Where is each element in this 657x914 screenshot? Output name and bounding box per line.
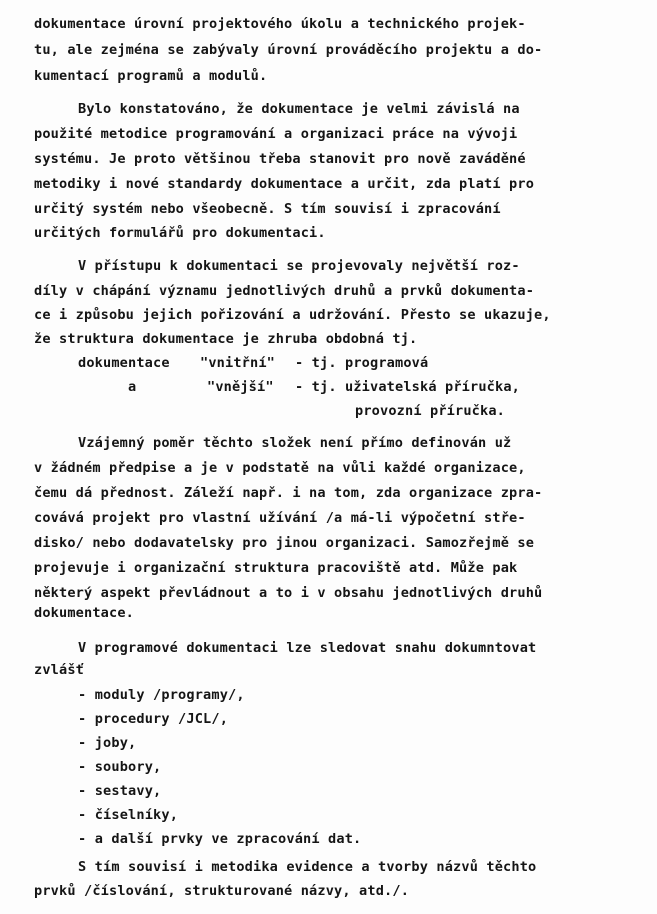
bullet-marker: - <box>78 831 87 847</box>
list-item <box>78 710 228 728</box>
text-line: díly v chápání významu jednotlivých druhů a prvků dokumenta- <box>34 283 535 299</box>
text-line: určitých formulářů pro dokumentaci. <box>34 225 326 241</box>
list-item-text: číselníky, <box>94 807 179 823</box>
bullet-marker: - <box>78 687 87 703</box>
list-item-text: a další prvky ve zpracování dat. <box>94 831 362 847</box>
external-desc: - tj. uživatelská příručka, <box>295 379 521 395</box>
text-line: covává projekt pro vlastní užívání /a má-li výpočetní stře- <box>34 510 526 526</box>
list-item <box>78 830 361 848</box>
list-item <box>78 734 136 752</box>
list-item-text: procedury /JCL/, <box>94 711 229 727</box>
text-line: použité metodice programování a organizaci práce na vývoji <box>34 126 518 142</box>
text-line: tu, ale zejména se zabývaly úrovní prováděcího projektu a do- <box>34 42 543 58</box>
text-line: kumentací programů a modulů. <box>34 68 268 84</box>
list-item-text: soubory, <box>94 759 162 775</box>
text-line: prvků /číslování, strukturované názvy, atd./. <box>34 883 410 899</box>
bullet-marker: - <box>78 735 87 751</box>
text-line: Bylo konstatováno, že dokumentace je velmi závislá na <box>78 101 520 117</box>
text-line: S tím souvisí i metodika evidence a tvorby názvů těchto <box>78 859 537 875</box>
list-item-text: joby, <box>94 735 137 751</box>
list-item-text: sestavy, <box>94 783 162 799</box>
text-line: v žádném předpise a je v podstatě na vůli každé organizace, <box>34 460 526 476</box>
text-line: V přístupu k dokumentaci se projevovaly největší roz- <box>78 258 520 274</box>
bullet-marker: - <box>78 711 87 727</box>
bullet-marker: - <box>78 759 87 775</box>
external-label: a <box>128 379 137 395</box>
bullet-marker: - <box>78 783 87 799</box>
text-line: určitý systém nebo všeobecně. S tím souvisí i zpracování <box>34 201 501 217</box>
external-term: "vnější" <box>207 379 274 395</box>
text-line: ce i způsobu jejich pořizování a udržování. Přesto se ukazuje, <box>34 307 551 323</box>
text-line: disko/ nebo dodavatelsky pro jinou organizaci. Samozřejmě se <box>34 535 535 551</box>
text-line: zvlášť <box>34 662 85 678</box>
text-line: Vzájemný poměr těchto složek není přímo definován už <box>78 435 512 451</box>
list-item <box>78 806 178 824</box>
text-line: systému. Je proto většinou třeba stanovit pro nově zaváděné <box>34 151 526 167</box>
internal-term: "vnitřní" <box>200 355 276 371</box>
text-line: V programové dokumentaci lze sledovat snahu dokumntovat <box>78 640 537 656</box>
text-line: dokumentace. <box>34 605 135 621</box>
text-line: že struktura dokumentace je zhruba obdobná tj. <box>34 331 418 347</box>
internal-desc: - tj. programová <box>295 355 429 371</box>
external-desc-2: provozní příručka. <box>355 403 506 419</box>
text-line: některý aspekt převládnout a to i v obsahu jednotlivých druhů <box>34 585 543 601</box>
internal-label: dokumentace <box>78 355 170 371</box>
list-item <box>78 686 245 704</box>
list-item <box>78 758 161 776</box>
text-line: projevuje i organizační struktura pracoviště atd. Může pak <box>34 560 518 576</box>
bullet-marker: - <box>78 807 87 823</box>
text-line: dokumentace úrovní projektového úkolu a technického projek- <box>34 16 526 32</box>
text-line: čemu dá přednost. Záleží např. i na tom, zda organizace zpra- <box>34 485 543 501</box>
list-item-text: moduly /programy/, <box>94 687 245 703</box>
list-item <box>78 782 161 800</box>
text-line: metodiky i nové standardy dokumentace a určit, zda platí pro <box>34 176 535 192</box>
